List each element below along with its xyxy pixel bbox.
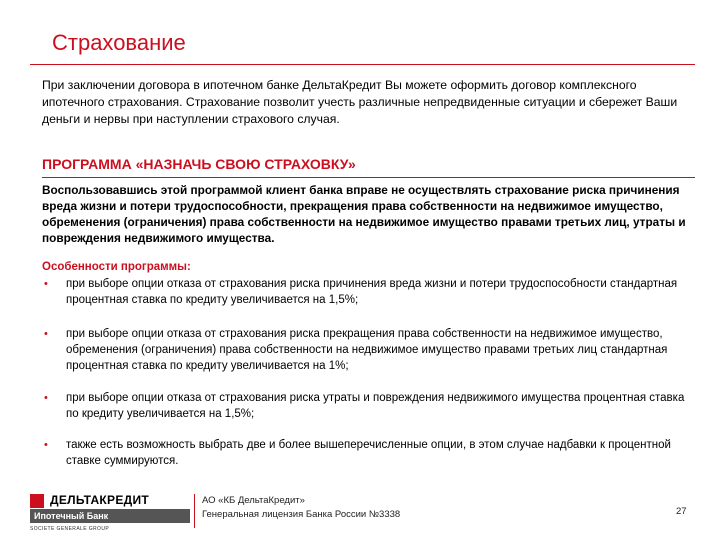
list-item [42,276,692,308]
program-divider [42,177,695,178]
bullet-icon: • [44,439,48,451]
list-item [42,390,692,422]
list-item [42,437,692,469]
bullet-icon: • [44,328,48,340]
intro-paragraph: При заключении договора в ипотечном банке ДельтаКредит Вы можете оформить договор комплексного ипотечного страхования. Страхование позволит учесть различные непредвиденные ситуации и сбережет Ваши деньги и нервы при наступлении страхового случая. [42,78,678,126]
list-item [42,326,692,374]
features-list [42,276,692,469]
page-number: 27 [676,506,687,517]
logo-square-icon [30,494,44,508]
logo-name: ДЕЛЬТАКРЕДИТ [50,493,150,507]
features-title: Особенности программы: [42,261,191,273]
footer-info [202,494,400,522]
list-item-text: при выборе опции отказа от страхования риска утраты и повреждения недвижимого имущества процентная ставка по кредиту увеличивается на 1,5%; [66,392,685,420]
program-description: Воспользовавшись этой программой клиент банка вправе не осуществлять страхование риска причинения вреда жизни и потери трудоспособности, прекращения права собственности на недвижимое имущество, обременения (ограничения) права собственности на недвижимое имущество правами третьих лиц, утраты и повреждения недвижимого имущества. [42,183,686,245]
bullet-icon: • [44,278,48,290]
bullet-icon: • [44,392,48,404]
logo-subtitle: Ипотечный Банк [30,509,190,523]
list-item-text: при выборе опции отказа от страхования риска причинения вреда жизни и потери трудоспособности стандартная процентная ставка по кредиту увеличивается на 1,5%; [66,278,678,306]
list-item-text: при выборе опции отказа от страхования риска прекращения права собственности на недвижимое имущество, обременения (ограничения) права собственности на недвижимое имущество правами третьих лиц стандартная процентная ставка по кредиту увеличивается на 1%; [66,328,668,372]
page-title: Страхование [52,30,186,55]
program-title: ПРОГРАММА «НАЗНАЧЬ СВОЮ СТРАХОВКУ» [42,156,356,172]
title-divider [30,64,695,65]
footer-license: Генеральная лицензия Банка России №3338 [202,509,401,520]
company-logo [30,494,190,534]
list-item-text: также есть возможность выбрать две и более вышеперечисленные опции, в этом случае надбавки к процентной ставке суммируются. [66,439,671,467]
logo-tagline: SOCIETE GENERALE GROUP [30,526,110,532]
footer-company: АО «КБ ДельтаКредит» [202,495,305,506]
footer-divider [194,494,195,528]
